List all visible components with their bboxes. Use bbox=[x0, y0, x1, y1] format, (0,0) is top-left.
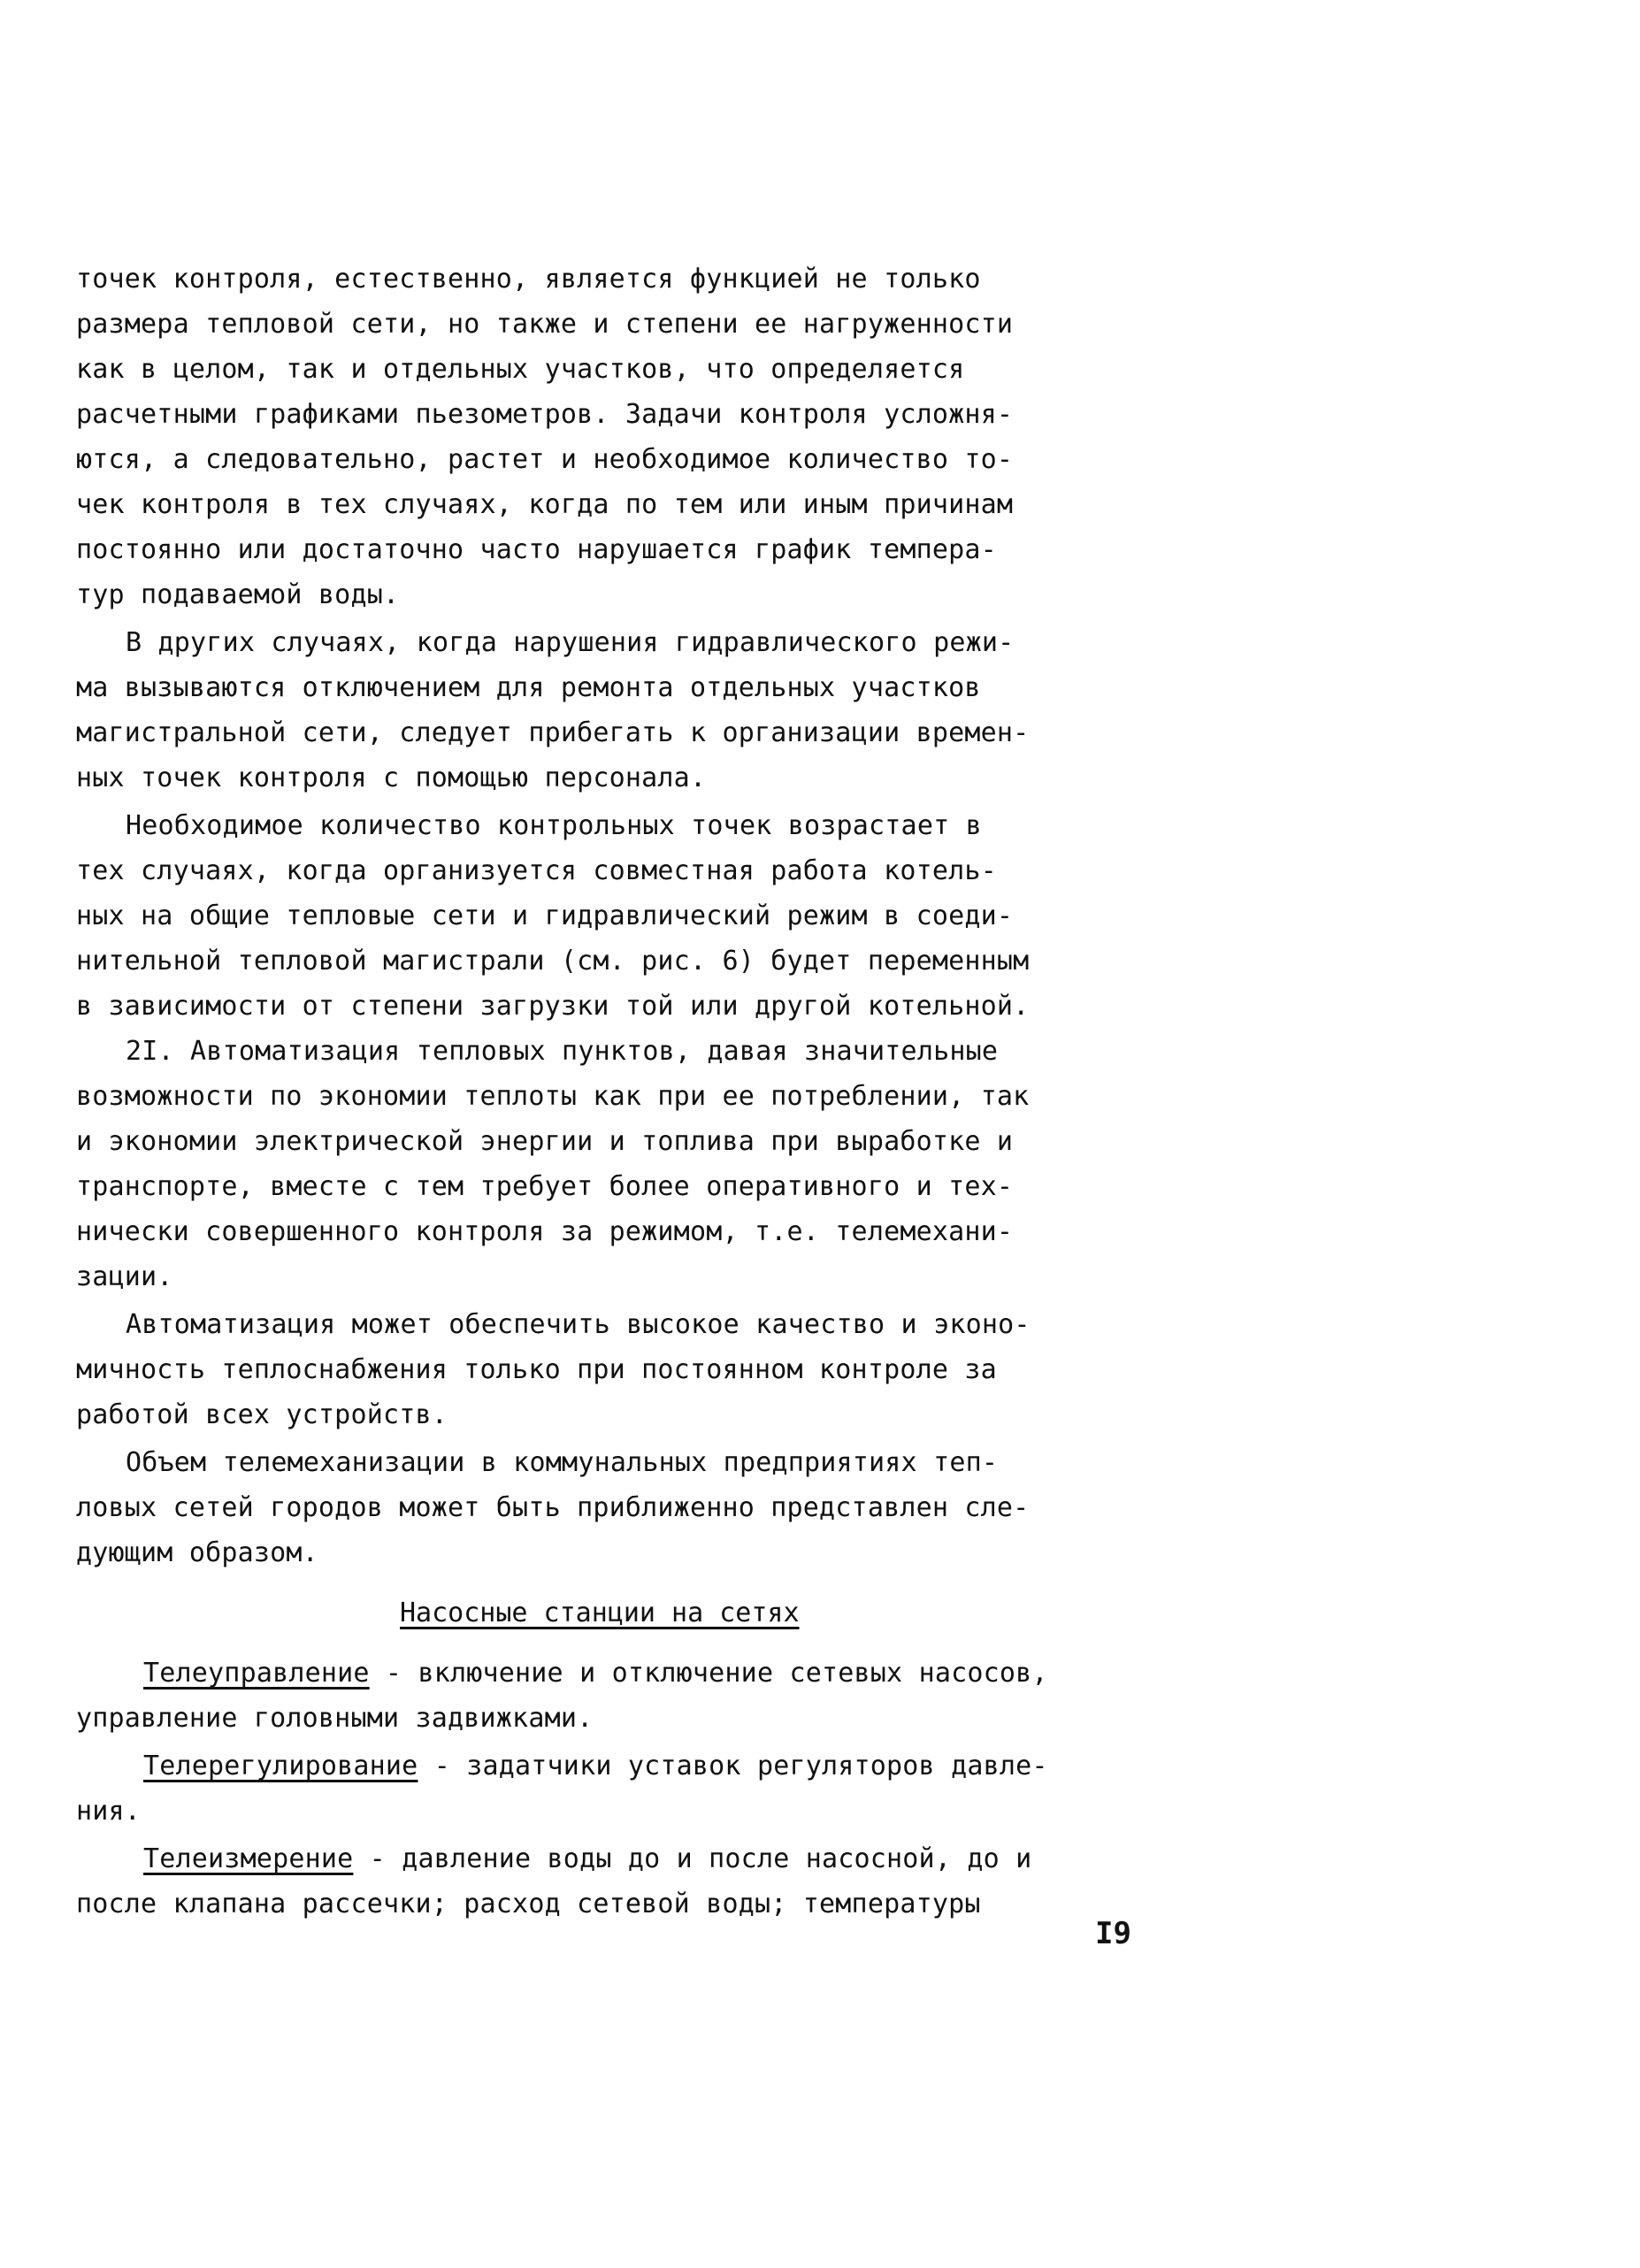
text-line: Объем телемеханизации в коммунальных предприятиях теп- bbox=[126, 1447, 999, 1478]
text-line: тур подаваемой воды. bbox=[76, 579, 400, 610]
item-teleregulation bbox=[76, 1743, 1173, 1834]
document-body bbox=[76, 257, 1173, 1927]
text-line: зации. bbox=[76, 1261, 173, 1292]
text-line: ния. bbox=[76, 1796, 142, 1827]
text-line: ются, а следовательно, растет и необходимое количество то- bbox=[76, 444, 1014, 475]
text-line: точек контроля, естественно, является функцией не только bbox=[76, 264, 981, 295]
text-line bbox=[76, 1743, 1173, 1789]
text-line: в зависимости от степени загрузки той или другой котельной. bbox=[76, 991, 1030, 1022]
text-line: ма вызываются отключением для ремонта отдельных участков bbox=[76, 672, 981, 703]
text-line: Автоматизация может обеспечить высокое качество и эконо- bbox=[126, 1309, 1031, 1340]
text-line bbox=[76, 1836, 1173, 1881]
paragraph-hydraulic-regime bbox=[76, 620, 1173, 801]
paragraph-control-points bbox=[76, 257, 1173, 617]
text-line: дующим образом. bbox=[76, 1537, 318, 1568]
text-line: возможности по экономии теплоты как при ее потреблении, так bbox=[76, 1081, 1030, 1112]
text-line: постоянно или достаточно часто нарушается график темпера- bbox=[76, 534, 997, 565]
text-line: тех случаях, когда организуется совместная работа котель- bbox=[76, 855, 997, 886]
text-line: 2I. Автоматизация тепловых пунктов, давая значительные bbox=[126, 1036, 999, 1067]
text-line: ных на общие тепловые сети и гидравлический режим в соеди- bbox=[76, 900, 1014, 931]
text-line: нически совершенного контроля за режимом, т.е. телемехани- bbox=[76, 1216, 1014, 1247]
paragraph-telemechanization-scope bbox=[76, 1440, 1173, 1575]
text-line: чек контроля в тех случаях, когда по тем или иным причинам bbox=[76, 489, 1014, 520]
text-line: расчетными графиками пьезометров. Задачи контроля усложня- bbox=[76, 399, 1014, 430]
item-telemeasurement bbox=[76, 1836, 1173, 1927]
paragraph-automation bbox=[76, 1029, 1173, 1299]
paragraph-automation-quality bbox=[76, 1302, 1173, 1437]
text-line bbox=[76, 1651, 1173, 1696]
text-line: после клапана рассечки; расход сетевой воды; температуры bbox=[76, 1889, 981, 1919]
text-line: и экономии электрической энергии и топлива при выработке и bbox=[76, 1126, 1014, 1157]
text-line: как в целом, так и отдельных участков, что определяется bbox=[76, 354, 965, 385]
text-line: В других случаях, когда нарушения гидравлического режи- bbox=[126, 627, 1015, 658]
item-telecontrol bbox=[76, 1651, 1173, 1741]
section-heading-text: Насосные станции на сетях bbox=[400, 1598, 800, 1628]
section-heading bbox=[76, 1575, 1173, 1651]
text-line: мичность теплоснабжения только при постоянном контроле за bbox=[76, 1354, 997, 1385]
item-term: Телеизмерение bbox=[143, 1843, 354, 1874]
item-term: Телерегулирование bbox=[143, 1751, 418, 1781]
text-line: ных точек контроля с помощью персонала. bbox=[76, 762, 707, 793]
text-line: Необходимое количество контрольных точек возрастает в bbox=[126, 810, 982, 841]
text-line: магистральной сети, следует прибегать к организации времен- bbox=[76, 717, 1030, 748]
text-line: размера тепловой сети, но также и степени ее нагруженности bbox=[76, 309, 1014, 340]
text-line: ловых сетей городов может быть приближенно представлен сле- bbox=[76, 1492, 1030, 1523]
item-term: Телеуправление bbox=[143, 1658, 370, 1689]
text-line: нительной тепловой магистрали (см. рис. 6) будет переменным bbox=[76, 946, 1030, 977]
paragraph-boiler-houses bbox=[76, 803, 1173, 1029]
item-text: - включение и отключение сетевых насосов, bbox=[369, 1658, 1048, 1689]
item-text: - задатчики уставок регуляторов давле- bbox=[418, 1751, 1048, 1781]
text-line: транспорте, вместе с тем требует более оперативного и тех- bbox=[76, 1171, 1014, 1202]
item-text: - давление воды до и после насосной, до и bbox=[353, 1843, 1032, 1874]
page-number: I9 bbox=[1095, 1916, 1131, 1951]
text-line: управление головными задвижками. bbox=[76, 1703, 594, 1734]
text-line: работой всех устройств. bbox=[76, 1399, 448, 1430]
